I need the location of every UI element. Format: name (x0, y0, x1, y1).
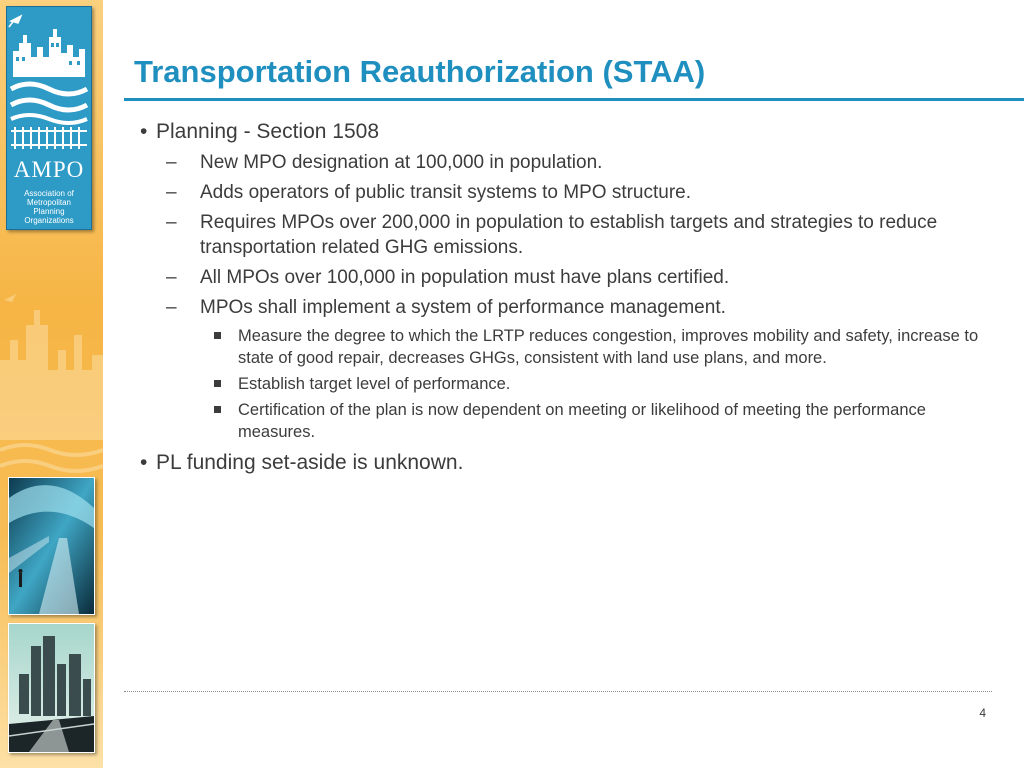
sub-sub-bullet-item: Establish target level of performance. (238, 373, 994, 395)
square-bullet-icon (214, 332, 221, 339)
dash-marker: – (166, 297, 177, 318)
sub-sub-bullet-item: Measure the degree to which the LRTP reduces congestion, improves mobility and safety, increase to state of good repair, decreases GHGs, consistent with land use plans, and more. (238, 325, 994, 369)
square-bullet-icon (214, 380, 221, 387)
sub-bullet-item: – All MPOs over 100,000 in population must have plans certified. (166, 267, 730, 288)
bullet-item: • Planning - Section 1508 (134, 118, 994, 146)
dash-marker: – (166, 267, 177, 288)
sub-bullet-item: – New MPO designation at 100,000 in population. (166, 152, 603, 173)
page-number: 4 (979, 706, 986, 720)
slide-body (134, 118, 994, 481)
sub-bullet-item: – Requires MPOs over 200,000 in population to establish targets and strategies to reduce transportation related GHG emissions. (166, 212, 938, 258)
bullet-item: • PL funding set-aside is unknown. (134, 449, 994, 477)
sub-sub-bullet-item: Certification of the plan is now dependent on meeting or likelihood of meeting the performance measures. (238, 399, 994, 443)
title-divider (124, 98, 1024, 101)
bullet-marker: • (140, 451, 148, 474)
slide-title: Transportation Reauthorization (STAA) (134, 54, 706, 89)
logo-skyline-icon (7, 7, 91, 157)
dash-marker: – (166, 182, 177, 203)
wave-watermark (0, 440, 103, 480)
ampo-logo (6, 6, 92, 230)
sub-bullet-item: – MPOs shall implement a system of performance management. (166, 297, 726, 318)
square-bullet-icon (214, 406, 221, 413)
sub-bullet-item: – Adds operators of public transit systems to MPO structure. (166, 182, 692, 203)
bullet-marker: • (140, 120, 148, 143)
logo-name: AMPO (13, 157, 85, 182)
sidebar-band (0, 0, 103, 768)
dash-marker: – (166, 212, 177, 233)
subway-photo (8, 477, 95, 615)
dash-marker: – (166, 152, 177, 173)
footer-divider (124, 691, 992, 692)
logo-full-name: Association of Metropolitan Planning Organizations (24, 189, 74, 225)
city-skyline-photo (8, 623, 95, 753)
skyline-watermark (0, 280, 103, 440)
